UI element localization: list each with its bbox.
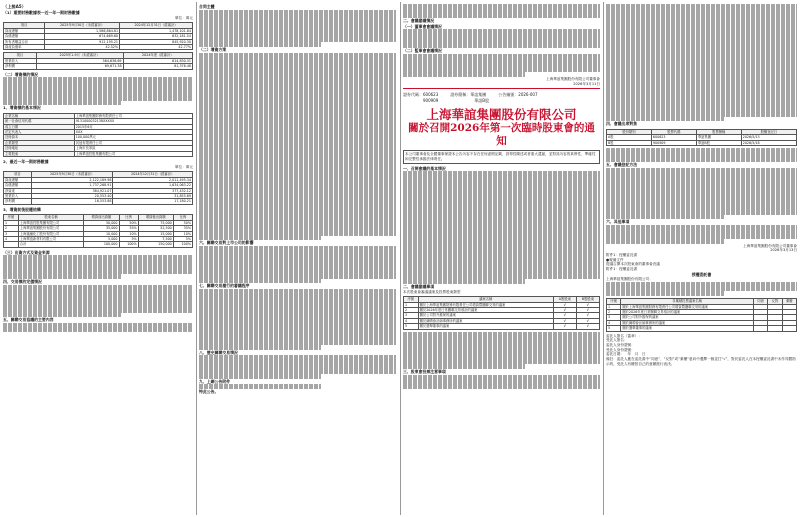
table-cell: 614,830.31 [123,58,192,63]
table-cell: 912,195.21 [45,39,120,44]
section-heading: 四、會議出席對象 [606,121,638,127]
body-text [3,101,121,106]
table-header-cell: 序號 [404,297,419,302]
table-cell: 關於續聘會計師事務所的議案 [418,318,553,323]
table-cell: 淨利潤 [4,199,32,204]
table-cell: 674,669.60 [45,34,120,39]
body-text [199,279,321,284]
signature-line: 受託人身份證號： [606,347,635,352]
column-2 [199,4,396,513]
section-heading: 2、最近一年一期財務數據 [3,159,49,165]
table-cell: 42.77% [120,44,193,49]
table-header-cell: 項目 [4,53,37,58]
table-cell: 100% [173,242,192,247]
table-cell [4,242,19,247]
table-cell: 關於上海華誼集團財務有限責任公司增資暨關聯交易的議案 [621,304,754,309]
vote-cell[interactable] [753,326,767,331]
table-cell: 10,000 [84,231,119,236]
table-cell: 註冊地址 [4,146,75,151]
table-cell: 淨利潤 [4,64,37,69]
table-cell: 100,000萬元 [74,135,192,140]
section-heading: （一）董事會會議情況 [403,23,442,29]
table-cell: 2 [404,308,419,313]
attachment-line: 附件1：授權委託書 [606,252,638,257]
table-caption: 本次股東會審議議案及投票股東類型 [403,289,461,294]
table-cell: 營業收入 [4,194,32,199]
table-cell: 上海華誼集團股份有限公司 [18,226,84,231]
table-header-cell: 2025年9月30日（未經審計） [31,172,113,177]
signature-line: 委託日期： 年 月 日 [606,352,646,357]
table-cell: 淨資產 [4,188,32,193]
section-heading: 三、股東會投票注意事項 [403,369,446,375]
table-cell: 31,855.69 [113,194,193,199]
table-cell: 35% [119,226,138,231]
section-heading: （二）監事會會議情況 [403,48,442,53]
body-text [403,384,600,389]
body-text [606,239,724,244]
column-4 [606,4,797,513]
table-cell: 50% [173,220,192,225]
table-cell: 900909 [651,140,696,145]
table-cell: A股 [607,135,652,140]
table-cell: 關於上海華誼集團財務有限責任公司增資暨關聯交易的議案 [418,302,553,307]
body-text [199,42,321,47]
proxy-addressee: 上海華誼集團股份有限公司： [606,277,653,282]
body-text [199,345,321,350]
table-cell: 5 [404,324,419,329]
table-cell: 564,636.69 [36,58,123,63]
column-divider [400,2,401,515]
body-text [199,236,321,241]
table-cell: 上海市長寧區 [74,146,192,151]
stock-code-line-b: 900909 華誼B股 [403,98,490,104]
table-cell: 註冊資本 [4,135,75,140]
body-text [606,157,797,162]
body-text [403,364,525,369]
column-1 [3,4,193,513]
section-heading: 合同主體 [199,4,215,9]
table-cell: 52,500 [138,226,173,231]
table-cell: 42.52% [45,44,120,49]
table-cell: 2026/5/18 [741,140,796,145]
table-cell: √ [553,313,576,318]
table-header-cell: 股東名稱 [18,215,84,220]
table-cell: 1 [404,302,419,307]
table-cell: 7,500 [138,237,173,242]
table-cell: 上海華誼控股集團有限公司 [74,151,192,156]
table-cell: 35,000 [84,226,119,231]
body-text [403,43,600,48]
signoff-company: 上海華誼集團股份有限公司董事會 [546,77,600,82]
table-cell: 50,000 [84,220,119,225]
table-cell: B股 [607,140,652,145]
important-notice: 本公司董事會及全體董事保證本公告內容不存在任何虛假記載、誤導性陳述或者重大遺漏，並對其內容的真實性、準確性和完整性承擔法律責任。 [403,150,600,163]
table-cell: 75,000 [138,220,173,225]
table-cell: 關於2026年度日常關聯交易預計的議案 [621,309,754,314]
body-text [403,279,525,284]
table-cell: 1,634,063.22 [113,183,193,188]
body-text [199,384,321,389]
table-cell: 華誼B股 [696,140,741,145]
table-cell: 1 [4,220,19,225]
table-cell: 關於公司對外擔保的議案 [621,315,754,320]
table-cell: √ [553,324,576,329]
stock-code-line: 證券代碼：600623 證券簡稱：華誼集團 公告編號：2026-007 [403,92,538,98]
section-heading: 1、增資標的基本情況 [3,105,41,111]
attendance-table [606,129,797,146]
section-heading: （三）出資方式及資金來源 [3,249,50,255]
table-cell: 50% [119,220,138,225]
body-text [199,374,321,379]
body-text [606,215,724,220]
table-cell: 法定代表人 [4,130,75,135]
vote-cell[interactable] [782,326,796,331]
body-text [606,291,724,296]
table-header-cell: 股票代碼 [651,129,696,134]
table-cell: 3 [404,313,419,318]
table-header-cell: 同意 [753,299,767,304]
table-cell: 2 [607,309,621,314]
continued-header: （上接A5） [3,4,26,9]
table-cell: 上海氯鹼化工股份有限公司 [18,231,84,236]
table-cell: 關於選舉董事的議案 [621,326,754,331]
table-header-cell: 比例 [119,215,138,220]
section-heading: 八、歷史關聯交易情況 [199,349,238,355]
unit-label: 單位：萬元 [175,15,193,20]
announcement-company-title: 上海華誼集團股份有限公司 [426,107,577,123]
body-text [606,117,724,122]
table-header-cell: 2024年12月31日（經審計） [120,23,193,28]
table-cell: 5% [173,237,192,242]
divider [403,88,600,89]
table-header-cell: 序號 [4,215,19,220]
table-cell: √ [576,308,599,313]
section-heading: 3、增資前後股權結構 [3,206,41,212]
table-cell: 關於2026年度日常關聯交易預計的議案 [418,308,553,313]
table-cell: 10% [173,231,192,236]
table-cell: 2,011,495.34 [113,177,193,182]
table-header-cell: 非累積投票議案名稱 [621,299,754,304]
signature-line: 受託人簽名： [606,338,628,343]
table-cell: 384,921.07 [31,188,113,193]
table-cell: 營業收入 [4,58,37,63]
table-cell: 2015年6月 [74,124,192,129]
table-cell: 關於續聘會計師事務所的議案 [621,320,754,325]
table-cell: 上海華誼新材料有限公司 [18,237,84,242]
unit-label: 單位：萬元 [175,164,193,169]
section-heading: 特此公告。 [199,389,219,395]
table-cell: 5 [607,326,621,331]
table-header-cell: 股份類別 [607,129,652,134]
table-cell: 華誼集團 [696,135,741,140]
table-cell: 合計 [18,242,84,247]
table-header-cell: 增資前出資額 [84,215,119,220]
attachment-line: ●報備文件 [606,257,624,262]
section-heading: 二、會議審議情況 [403,18,435,24]
table-cell: 10% [119,231,138,236]
table-header-cell: 2024年12月31日（經審計） [113,172,193,177]
column-divider [196,2,197,515]
table-header-cell: 項目 [4,172,32,177]
signoff-date: 2026年3月11日 [573,81,600,86]
section-heading: 四、交易標的定價情況 [3,278,42,284]
proxy-vote-table [606,298,797,331]
table-cell: 69,671.38 [36,64,123,69]
section-heading: 一、召開會議的基本情況 [403,165,446,171]
table-cell: 16,553.88 [31,199,113,204]
attachment-line: 附件1：授權委託書 [606,267,638,272]
table-cell: 100,000 [84,242,119,247]
table-header-cell: B股股東 [576,297,599,302]
table-cell: 所有者權益合計 [4,39,45,44]
attachment-line: 提議召開本次股東會的董事會決議 [606,262,660,267]
table-header-cell: 反對 [768,299,782,304]
table-cell: 20,553.40 [31,194,113,199]
table-cell: 關於選舉董事的議案 [418,324,553,329]
table-cell: 成立日期 [4,124,75,129]
table-cell: 1 [607,304,621,309]
section-heading: 二、會議審議事項 [403,283,435,289]
column-3 [403,4,600,513]
table-cell: 2 [4,226,19,231]
table-cell: 632,181.54 [120,34,193,39]
signoff-date: 2026年3月13日 [770,248,797,253]
table-cell: 1,586,864.81 [45,28,120,33]
financial-table-2 [3,171,193,204]
section-heading: 五、會議登記方法 [606,162,638,168]
table-cell: 上海華誼集團財務有限責任公司 [74,113,192,118]
table-header-cell: 股票簡稱 [696,129,741,134]
financial-table-1 [3,22,193,50]
section-heading: 六、關聯交易對上市公司的影響 [199,240,254,246]
table-cell: 其他有限責任公司 [74,140,192,145]
table-cell: 3 [607,315,621,320]
table-cell: 1,478,101.84 [120,28,193,33]
financial-table-1b [3,52,193,69]
signature-line: 委託人簽名（蓋章）： [606,333,642,338]
table-cell: 企業類型 [4,140,75,145]
table-cell: 2026/5/13 [741,135,796,140]
table-cell: 61,376.48 [123,64,192,69]
table-cell: 600623 [651,135,696,140]
section-heading: 六、其他事項 [606,219,630,225]
table-cell: 資產總額 [4,177,32,182]
column-divider [603,2,604,515]
table-cell: 2,122,189.98 [31,177,113,182]
table-cell: 3 [4,231,19,236]
table-cell: 17,180.21 [113,199,193,204]
signature-line: 委託人身份證號： [606,342,635,347]
company-info-table [3,113,193,157]
section-heading: 九、上網公告附件 [199,378,231,384]
agenda-table [403,296,600,329]
table-cell: 4 [607,320,621,325]
table-cell: 企業名稱 [4,113,75,118]
table-cell: 5% [119,237,138,242]
table-cell: √ [576,302,599,307]
table-header-cell: 議案名稱 [418,297,553,302]
table-cell: 上海華誼控股集團有限公司 [18,220,84,225]
table-cell: 負債總額 [4,34,45,39]
table-cell: 5,000 [84,237,119,242]
table-cell: 負債總額 [4,183,32,188]
section-heading: （二）增資方案 [199,47,227,53]
signoff-company: 上海華誼集團股份有限公司董事會 [743,243,797,248]
table-cell: 4 [404,318,419,323]
body-text [3,274,121,279]
table-header-cell: 股權登記日 [741,129,796,134]
proxy-title: 授權委託書 [691,271,712,277]
table-header-cell: A股股東 [553,297,576,302]
table-cell: 150,000 [138,242,173,247]
table-cell: 資產負債率 [4,44,45,49]
table-cell: 統一社會信用代碼 [4,119,75,124]
table-header-cell: 2024年度（經審計） [123,53,192,58]
shareholder-table [3,214,193,247]
table-header-cell: 棄權 [782,299,796,304]
table-cell: 1,737,268.91 [31,183,113,188]
table-cell: 關於公司對外擔保的議案 [418,313,553,318]
table-cell: √ [576,318,599,323]
table-cell: √ [553,308,576,313]
table-cell: √ [576,324,599,329]
announcement-title: 關於召開2026年第一次臨時股東會的通知 [408,122,595,148]
table-cell: 845,920.30 [120,39,193,44]
table-header-cell: 增資後出資額 [138,215,173,220]
section-heading: （1）重要財務數據表一近一年一期財務數據 [3,10,80,15]
table-cell: 15,000 [138,231,173,236]
body-text [3,313,121,318]
table-header-cell: 項目 [4,23,45,28]
table-cell: √ [576,313,599,318]
table-header-cell: 比例 [173,215,192,220]
section-heading: 七、關聯交易履行的審議程序 [199,283,250,289]
section-heading: 五、關聯交易協議的主要內容 [3,317,54,323]
table-header-cell: 序號 [607,299,621,304]
table-cell: 377,432.12 [113,188,193,193]
body-text [403,72,525,77]
table-cell: 主要股東 [4,151,75,156]
table-cell: XXX [74,130,192,135]
table-cell: 資產總額 [4,28,45,33]
table-cell: 4 [4,237,19,242]
table-cell: √ [553,318,576,323]
table-cell: 100% [119,242,138,247]
vote-cell[interactable] [768,326,782,331]
body-text [403,13,600,18]
table-header-cell: 2025年9月30日（未經審計） [45,23,120,28]
table-header-cell: 2025年1-9月（未經審計） [36,53,123,58]
section-heading: （二）增資標的情況 [3,71,39,77]
body-text [3,328,193,333]
table-cell: 9131000032138XXXXX [74,119,192,124]
footnote: 備註：委託人應在委託書中“同意”、“反對”或“棄權”意向中選擇一個並打“√”，對於委託人在本授權委託書中未作具體指示的，受託人有權按自己的意願進行表決。 [606,357,796,366]
table-cell: 35% [173,226,192,231]
table-cell: √ [553,302,576,307]
